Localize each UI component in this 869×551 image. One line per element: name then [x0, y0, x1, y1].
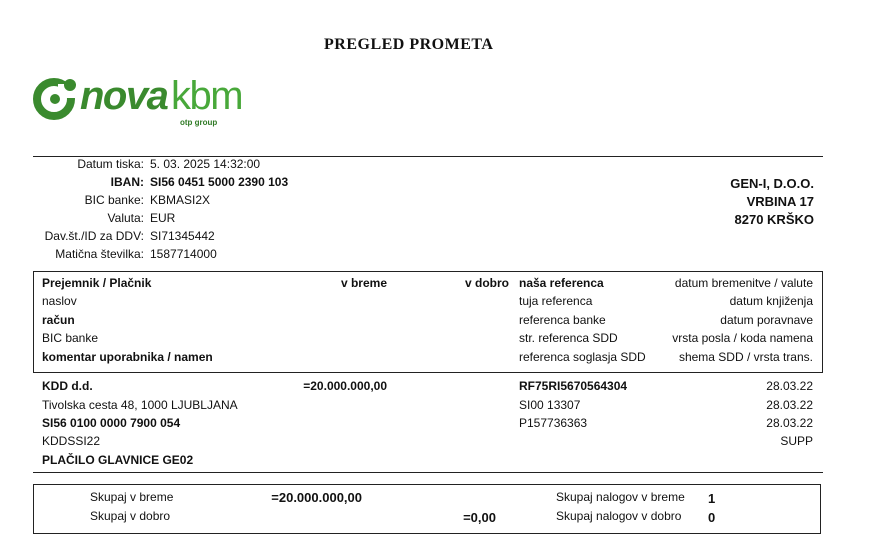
header-col4: datum knjiženja: [729, 294, 813, 308]
summary-orders-credit-label: Skupaj nalogov v dobro: [556, 509, 682, 523]
company-city: 8270 KRŠKO: [734, 212, 814, 227]
header-col3: str. referenca SDD: [519, 331, 618, 345]
summary-orders-credit-value: 0: [708, 510, 716, 525]
info-label: BIC banke:: [84, 193, 144, 207]
tx-account: SI56 0100 0000 7900 054: [42, 416, 181, 430]
tx-date-booking: 28.03.22: [766, 398, 813, 412]
header-col1: komentar uporabnika / namen: [42, 350, 213, 364]
bank-logo: [32, 74, 272, 130]
info-value: EUR: [150, 211, 176, 225]
header-col4: datum poravnave: [720, 313, 813, 327]
header-col3: tuja referenca: [519, 294, 593, 308]
info-value: SI71345442: [150, 229, 215, 243]
info-label: Datum tiska:: [77, 157, 144, 171]
header-col1: naslov: [42, 294, 77, 308]
summary-orders-debit-label: Skupaj nalogov v breme: [556, 490, 685, 504]
logo-mark-icon: [32, 74, 80, 122]
company-street: VRBINA 17: [746, 194, 814, 209]
header-col4: vrsta posla / koda namena: [672, 331, 813, 345]
tx-date-settle: 28.03.22: [766, 416, 813, 430]
header-col1: Prejemnik / Plačnik: [42, 276, 152, 290]
info-value: KBMASI2X: [150, 193, 211, 207]
tx-ref-ours: RF75RI5670564304: [519, 379, 628, 393]
header-col4: datum bremenitve / valute: [674, 276, 813, 290]
tx-address: Tivolska cesta 48, 1000 LJUBLJANA: [42, 398, 238, 412]
summary-debit-label: Skupaj v breme: [90, 490, 174, 504]
header-col3: referenca banke: [519, 313, 606, 327]
info-value: SI56 0451 5000 2390 103: [150, 175, 289, 189]
summary-credit-label: Skupaj v dobro: [90, 509, 171, 523]
tx-code: SUPP: [780, 434, 813, 448]
info-value: 5. 03. 2025 14:32:00: [150, 157, 261, 171]
company-name: GEN-I, D.O.O.: [730, 176, 814, 191]
info-label: IBAN:: [110, 175, 144, 189]
info-value: 1587714000: [150, 247, 217, 261]
tx-ref-foreign: SI00 13307: [519, 398, 581, 412]
header-col4: shema SDD / vrsta trans.: [678, 350, 813, 364]
tx-purpose: PLAČILO GLAVNICE GE02: [42, 453, 194, 467]
summary-debit-value: =20.000.000,00: [271, 490, 362, 505]
header-col1: BIC banke: [42, 331, 99, 345]
transaction-rule: [33, 472, 823, 473]
info-label: Dav.št./ID za DDV:: [44, 229, 144, 243]
header-col3: naša referenca: [519, 276, 604, 290]
tx-amount-debit: =20.000.000,00: [303, 379, 387, 393]
page-title: PREGLED PROMETA: [324, 36, 494, 53]
logo-subtitle: otp group: [180, 118, 218, 127]
summary-credit-value: =0,00: [463, 510, 496, 525]
tx-ref-bank: P157736363: [519, 416, 588, 430]
tx-name: KDD d.d.: [42, 379, 93, 393]
header-col3: referenca soglasja SDD: [519, 350, 646, 364]
header-v-dobro: v dobro: [465, 276, 509, 290]
tx-date-value: 28.03.22: [766, 379, 813, 393]
header-v-breme: v breme: [340, 276, 387, 290]
logo-nova: nova: [80, 74, 168, 118]
summary-orders-debit-value: 1: [708, 491, 716, 506]
header-col1: račun: [42, 313, 75, 327]
logo-kbm: kbm: [171, 74, 243, 118]
info-label: Valuta:: [107, 211, 144, 225]
tx-bic: KDDSSI22: [42, 434, 101, 448]
info-label: Matična številka:: [55, 247, 144, 261]
